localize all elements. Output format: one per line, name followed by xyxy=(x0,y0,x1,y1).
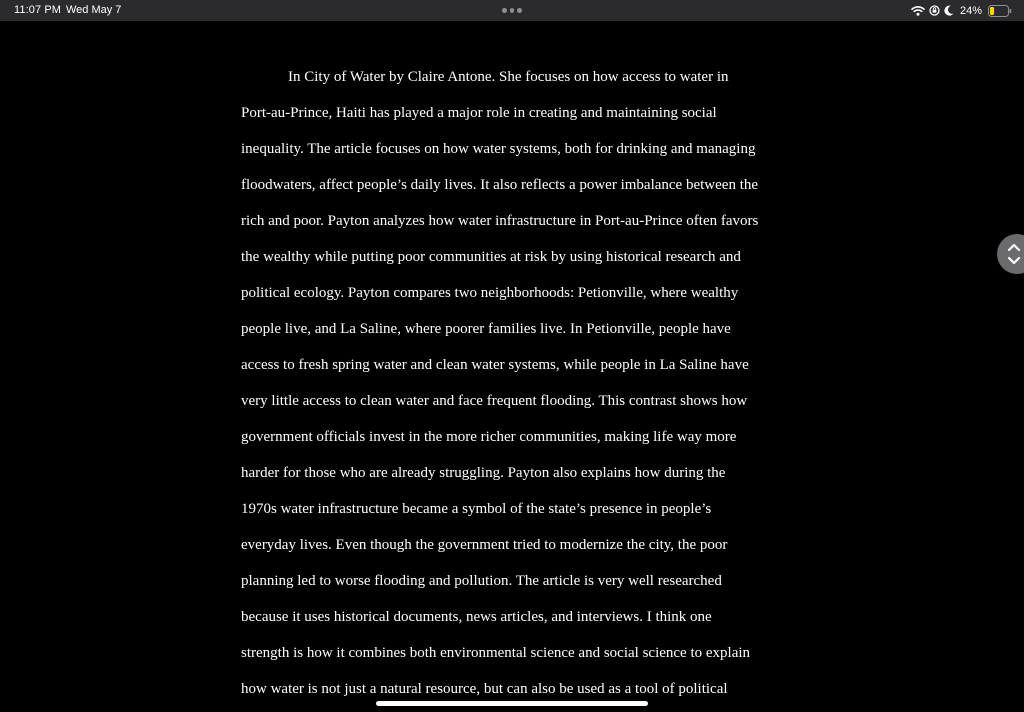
text-line: rich and poor. Payton analyzes how water infrastructure in Port-au-Prince often favors xyxy=(241,213,759,229)
chevron-down-icon[interactable] xyxy=(1007,256,1021,266)
battery-icon xyxy=(988,5,1012,17)
text-line: access to fresh spring water and clean water systems, while people in La Saline have xyxy=(241,357,749,373)
text-line: because it uses historical documents, news articles, and interviews. I think one xyxy=(241,609,712,625)
text-line: political ecology. Payton compares two neighborhoods: Petionville, where wealthy xyxy=(241,285,739,301)
text-line: Port-au-Prince, Haiti has played a major role in creating and maintaining social xyxy=(241,105,717,121)
ellipsis-icon[interactable] xyxy=(502,8,522,14)
text-line: everyday lives. Even though the government tried to modernize the city, the poor xyxy=(241,537,728,553)
status-date: Wed May 7 xyxy=(66,4,122,16)
text-line: planning led to worse flooding and pollution. The article is very well researched xyxy=(241,573,722,589)
orientation-lock-icon xyxy=(929,5,940,16)
text-line: people live, and La Saline, where poorer families live. In Petionville, people have xyxy=(241,321,731,337)
text-line: 1970s water infrastructure became a symbol of the state’s presence in people’s xyxy=(241,501,712,517)
text-line: how water is not just a natural resource, but can also be used as a tool of political xyxy=(241,681,728,697)
status-bar xyxy=(0,0,1024,21)
page-scroll-stepper[interactable] xyxy=(997,234,1024,274)
home-indicator[interactable] xyxy=(376,701,648,706)
text-line: very little access to clean water and face frequent flooding. This contrast shows how xyxy=(241,393,748,409)
ellipsis-dot xyxy=(502,8,507,13)
text-line: government officials invest in the more richer communities, making life way more xyxy=(241,429,737,445)
text-line: the wealthy while putting poor communities at risk by using historical research and xyxy=(241,249,741,265)
battery-percent: 24% xyxy=(959,4,982,17)
text-line: inequality. The article focuses on how water systems, both for drinking and managing xyxy=(241,141,756,157)
status-indicators xyxy=(911,3,1012,18)
chevron-up-icon[interactable] xyxy=(1007,242,1021,252)
text-line: harder for those who are already struggling. Payton also explains how during the xyxy=(241,465,726,481)
status-time: 11:07 PM xyxy=(14,4,62,16)
text-line: In City of Water by Claire Antone. She focuses on how access to water in xyxy=(288,69,729,85)
ellipsis-dot xyxy=(517,8,522,13)
wifi-icon xyxy=(911,5,925,16)
text-line: strength is how it combines both environmental science and social science to explain xyxy=(241,645,751,661)
moon-icon xyxy=(944,5,954,16)
text-line: floodwaters, affect people’s daily lives. It also reflects a power imbalance between the xyxy=(241,177,759,193)
document-body xyxy=(241,59,786,707)
ellipsis-dot xyxy=(510,8,515,13)
